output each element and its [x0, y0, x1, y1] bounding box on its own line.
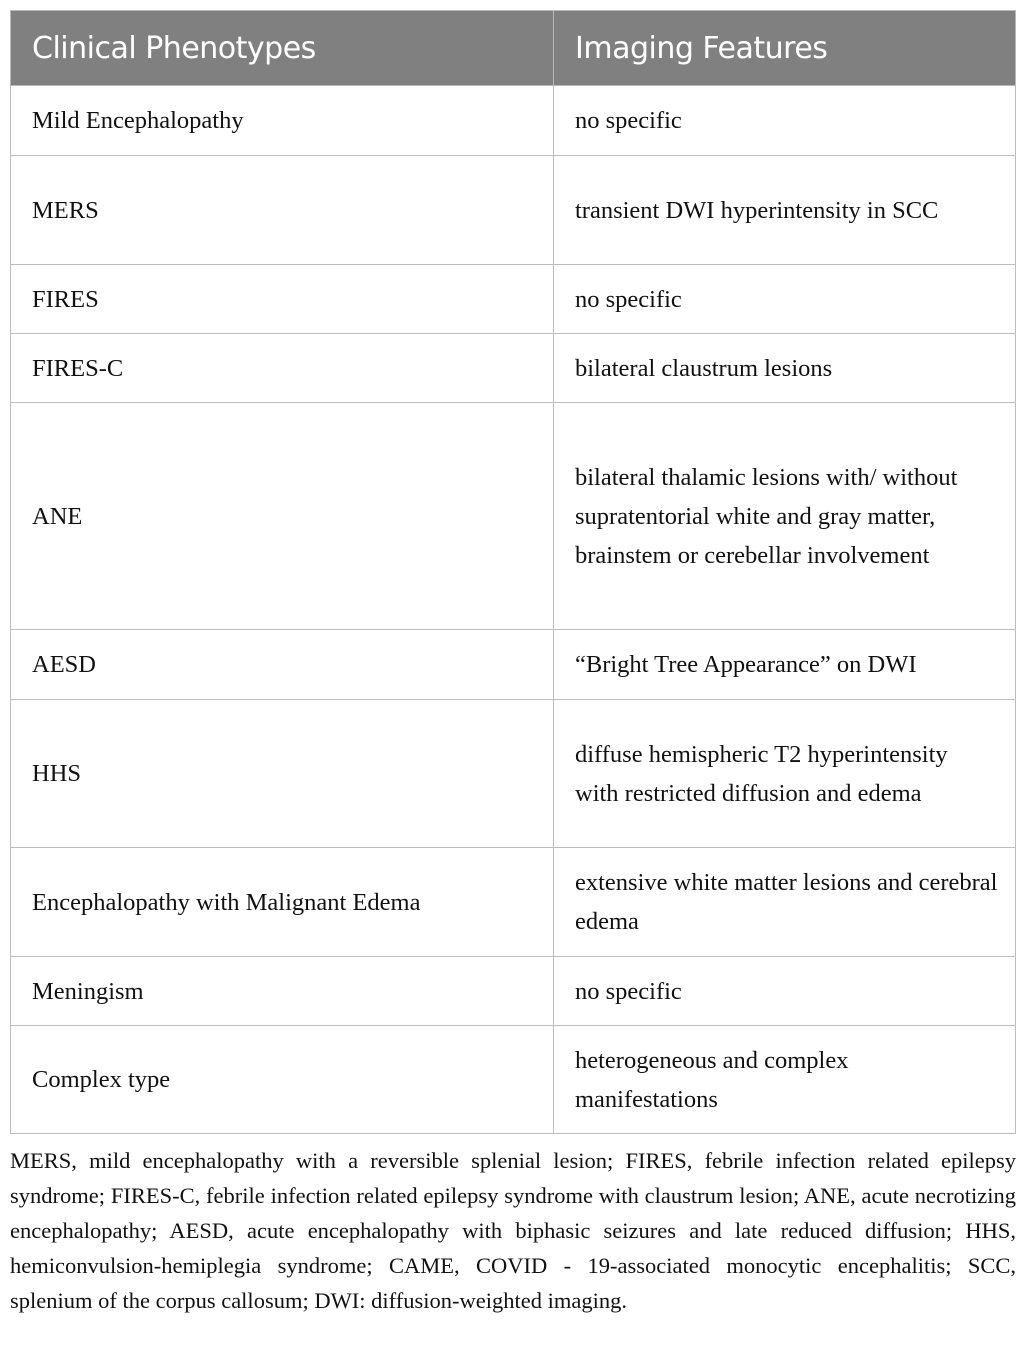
phenotype-cell: ANE — [11, 403, 554, 630]
table-footnote: MERS, mild encephalopathy with a reversible splenial lesion; FIRES, febrile infection related epilepsy syndrome; FIRES-C, febrile infection related epilepsy syndrome with claustrum lesion; ANE, acute necrotizing encephalopathy; AESD, acute encephalopathy with biphasic seizures and late reduced diffusion; HHS, hemiconvulsion-hemiplegia syndrome; CAME, COVID - 19-associated monocytic encephalitis; SCC, splenium of the corpus callosum; DWI: diffusion-weighted imaging. — [10, 1148, 1016, 1313]
table-row — [11, 403, 1016, 630]
imaging-cell: no specific — [554, 265, 1016, 334]
phenotype-cell: MERS — [11, 156, 554, 265]
phenotype-cell: AESD — [11, 630, 554, 700]
phenotype-cell: FIRES — [11, 265, 554, 334]
table-row — [11, 334, 1016, 403]
imaging-cell: transient DWI hyperintensity in SCC — [554, 156, 1016, 265]
imaging-cell: no specific — [554, 957, 1016, 1026]
imaging-text: bilateral thalamic lesions with/ without supratentorial white and gray matter, — [575, 463, 958, 530]
phenotype-cell: Mild Encephalopathy — [11, 86, 554, 156]
phenotype-imaging-table — [10, 10, 1016, 1134]
imaging-cell: extensive white matter lesions and cerebral edema — [554, 848, 1016, 957]
imaging-cell — [554, 403, 1016, 630]
table-header-row — [11, 11, 1016, 86]
imaging-cell: heterogeneous and complex manifestations — [554, 1026, 1016, 1134]
table-row — [11, 265, 1016, 334]
table-row — [11, 848, 1016, 957]
table-row — [11, 86, 1016, 156]
imaging-cell: “Bright Tree Appearance” on DWI — [554, 630, 1016, 700]
imaging-text: brainstem or cerebellar involvement — [575, 541, 930, 569]
imaging-cell: diffuse hemispheric T2 hyperintensity with restricted diffusion and edema — [554, 700, 1016, 848]
table-row — [11, 630, 1016, 700]
header-clinical-phenotypes: Clinical Phenotypes — [11, 11, 554, 86]
imaging-cell: bilateral claustrum lesions — [554, 334, 1016, 403]
phenotype-cell: Meningism — [11, 957, 554, 1026]
phenotype-cell: Complex type — [11, 1026, 554, 1134]
phenotype-cell: FIRES-C — [11, 334, 554, 403]
table-row — [11, 156, 1016, 265]
phenotype-cell: Encephalopathy with Malignant Edema — [11, 848, 554, 957]
table-row — [11, 1026, 1016, 1134]
header-imaging-features: Imaging Features — [554, 11, 1016, 86]
phenotype-cell: HHS — [11, 700, 554, 848]
imaging-cell: no specific — [554, 86, 1016, 156]
table-row — [11, 700, 1016, 848]
table-row — [11, 957, 1016, 1026]
